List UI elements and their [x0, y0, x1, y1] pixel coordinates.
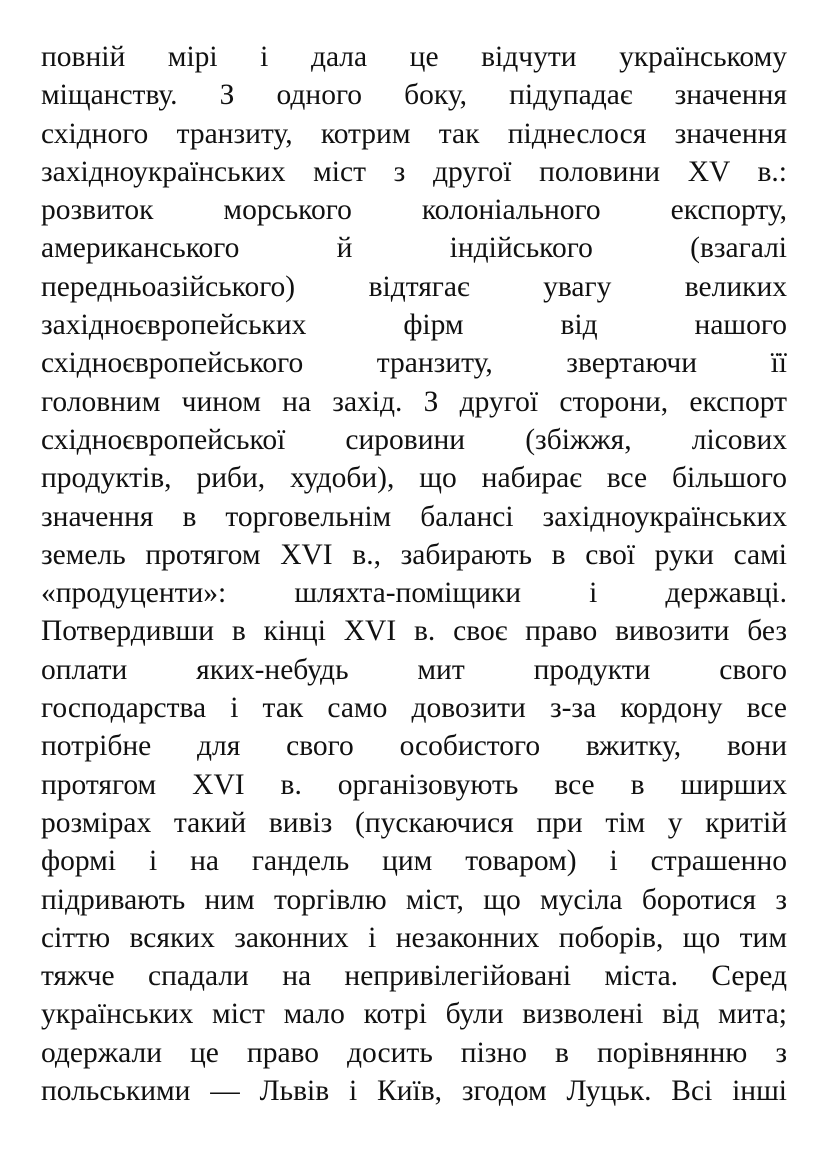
text-line: головним чином на захід. З другої сторони, експорт [41, 385, 787, 418]
text-line: протягом XVI в. організовують все в ширших [41, 768, 787, 801]
text-line: одержали це право досить пізно в порівнянню з [41, 1036, 787, 1069]
text-line: американського й індійського (взагалі [41, 232, 787, 265]
text-line: «продуценти»: шляхта-поміщики і державці. [41, 577, 787, 610]
text-line: східноєвропейської сировини (збіжжя, лісових [41, 423, 787, 456]
text-line: сіттю всяких законних і незаконних поборів, що тим [41, 921, 787, 954]
text-line: господарства і так само довозити з-за кордону все [41, 692, 787, 725]
text-line: продуктів, риби, худоби), що набирає все більшого [41, 462, 787, 495]
text-line: оплати яких-небудь мит продукти свого [41, 653, 787, 686]
text-line: східноєвропейського транзиту, звертаючи її [41, 347, 787, 380]
text-line: західноєвропейських фірм від нашого [41, 309, 787, 342]
text-line: розмірах такий вивіз (пускаючися при тім у критій [41, 806, 787, 839]
text-line: східного транзиту, котрим так піднеслося значення [41, 117, 787, 150]
text-line: підривають ним торгівлю міст, що мусіла боротися з [41, 883, 787, 916]
text-line: західноукраїнських міст з другої половини XV в.: [41, 155, 787, 188]
text-line: тяжче спадали на непривілегійовані міста. Серед [41, 960, 787, 993]
text-line: розвиток морського колоніального експорту, [41, 194, 787, 227]
text-line: Потвердивши в кінці XVI в. своє право вивозити без [41, 615, 787, 648]
text-line: польськими — Львів і Київ, згодом Луцьк. Всі інші [41, 1075, 787, 1108]
text-line: українських міст мало котрі були визволені від мита; [41, 998, 787, 1031]
text-line: передньоазійського) відтягає увагу великих [41, 270, 787, 303]
text-line: земель протягом XVI в., забирають в свої руки самі [41, 538, 787, 571]
text-line: формі і на гандель цим товаром) і страшенно [41, 845, 787, 878]
text-line: значення в торговельнім балансі західноукраїнських [41, 500, 787, 533]
text-line: повній мірі і дала це відчути українському [41, 41, 787, 73]
text-line: потрібне для свого особистого вжитку, вони [41, 730, 787, 763]
body-text [41, 38, 787, 1110]
text-line: міщанству. З одного боку, підупадає значення [41, 79, 787, 112]
